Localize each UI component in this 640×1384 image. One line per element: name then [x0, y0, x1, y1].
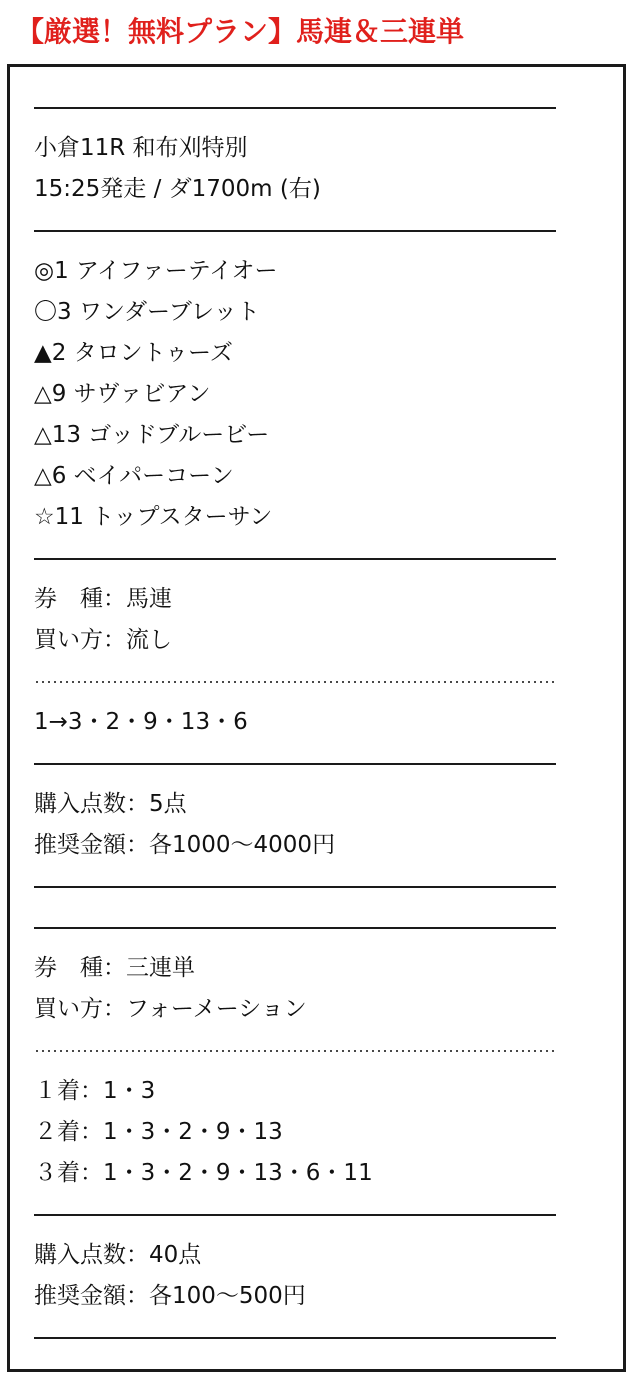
- prediction-content: [34, 87, 556, 1358]
- divider-solid: [34, 743, 556, 784]
- sanrentan-ticket-type: 券 種：三連単: [34, 955, 195, 981]
- sanrentan-points: 購入点数：40点: [34, 1242, 202, 1268]
- sanrentan-third: ３着：1・3・2・9・13・6・11: [34, 1160, 373, 1186]
- sanrentan-first: １着：1・3: [34, 1078, 156, 1104]
- divider-dotted: [34, 1030, 556, 1071]
- prediction-box: [7, 64, 626, 1372]
- divider-solid: [34, 1194, 556, 1235]
- umaren-amount: 推奨金額：各1000～4000円: [34, 832, 336, 858]
- divider-solid: [34, 907, 556, 948]
- umaren-combination: 1→3・2・9・13・6: [34, 709, 248, 735]
- divider-solid: [34, 1317, 556, 1358]
- race-info: 15:25発走 / ダ1700m (右): [34, 176, 321, 202]
- pick-renka: △9 サヴァビアン: [34, 381, 211, 407]
- divider-solid: [34, 210, 556, 251]
- umaren-method: 買い方：流し: [34, 627, 172, 653]
- sanrentan-method: 買い方：フォーメーション: [34, 996, 307, 1022]
- pick-renka: △6 ベイパーコーン: [34, 463, 234, 489]
- pick-renka: △13 ゴッドブルービー: [34, 422, 270, 448]
- divider-solid: [34, 87, 556, 128]
- umaren-points: 購入点数：5点: [34, 791, 187, 817]
- divider-solid: [34, 866, 556, 907]
- pick-tanana: ▲2 タロントゥーズ: [34, 340, 233, 366]
- divider-solid: [34, 538, 556, 579]
- umaren-ticket-type: 券 種：馬連: [34, 586, 172, 612]
- divider-dotted: [34, 661, 556, 702]
- pick-hoshi: ☆11 トップスターサン: [34, 504, 273, 530]
- pick-taikou: 〇3 ワンダーブレット: [34, 299, 260, 325]
- pick-honmei: ◎1 アイファーテイオー: [34, 258, 278, 284]
- sanrentan-amount: 推奨金額：各100～500円: [34, 1283, 306, 1309]
- page-title: 【厳選！無料プラン】馬連＆三連単: [16, 15, 465, 48]
- race-name: 小倉11R 和布刈特別: [34, 135, 248, 161]
- sanrentan-second: ２着：1・3・2・9・13: [34, 1119, 283, 1145]
